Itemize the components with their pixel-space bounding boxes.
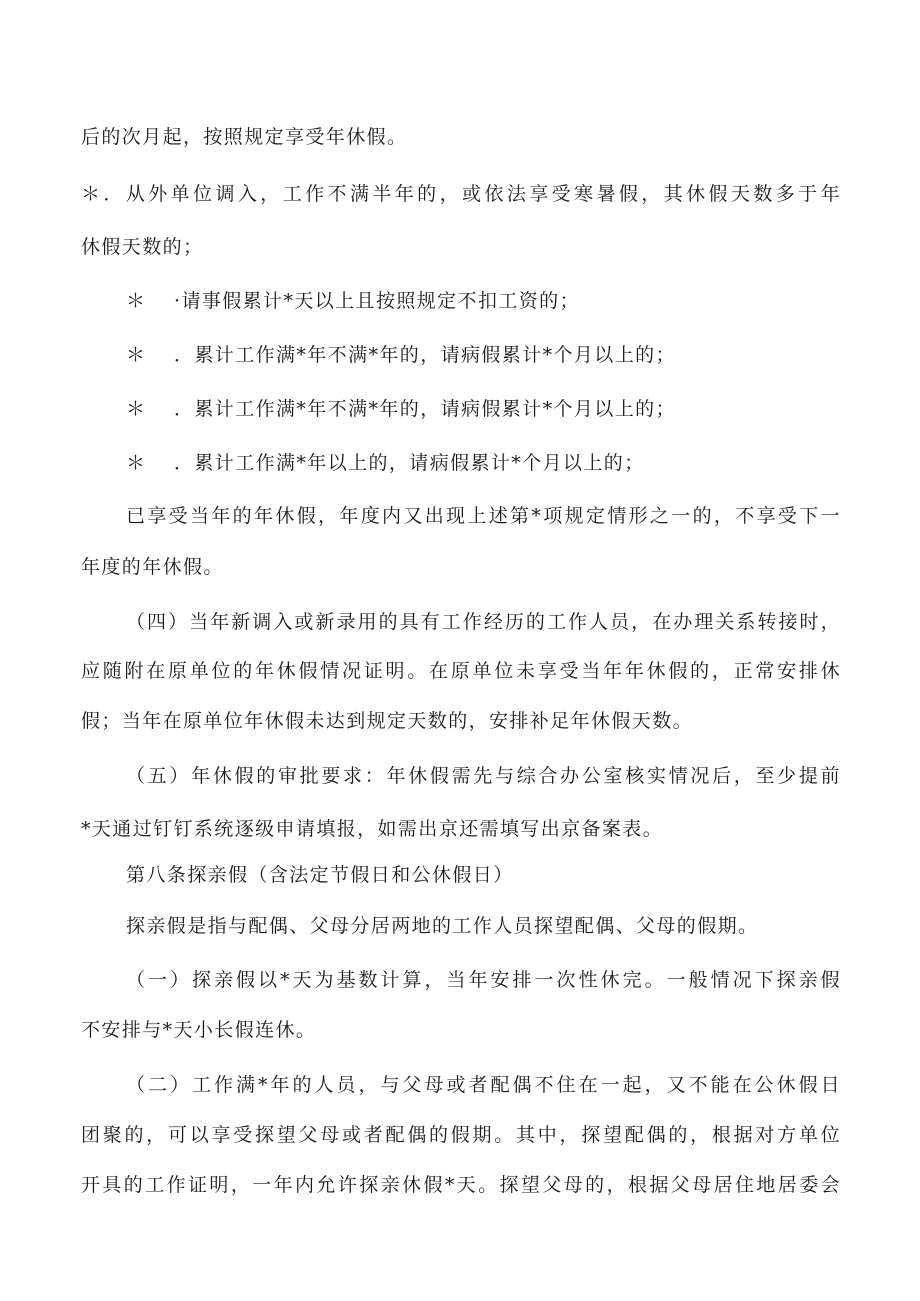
list-item — [126, 287, 580, 315]
list-item — [126, 341, 676, 369]
paragraph-line: 假；当年在原单位年休假未达到规定天数的，安排补足年休假天数。 — [81, 710, 694, 732]
paragraph-line: 休假天数的； — [81, 236, 204, 258]
paragraph-line: 后的次月起，按照规定享受年休假。 — [81, 126, 408, 148]
list-marker: ＊ — [126, 398, 147, 420]
paragraph-line: 已享受当年的年休假，年度内又出现上述第*项规定情形之一的，不享受下一 — [126, 505, 841, 527]
list-marker: ＊ — [126, 290, 147, 312]
paragraph-line: *天通过钉钉系统逐级申请填报，如需出京还需填写出京备案表。 — [81, 818, 664, 840]
list-marker: ＊ — [126, 344, 147, 366]
paragraph-line: 开具的工作证明，一年内允许探亲休假*天。探望父母的，根据父母居住地居委会 — [81, 1174, 841, 1196]
list-item-text: ．累计工作满*年不满*年的，请病假累计*个月以上的； — [174, 344, 676, 366]
paragraph-line: 不安排与*天小长假连休。 — [81, 1019, 317, 1041]
list-item-text: ．累计工作满*年以上的，请病假累计*个月以上的； — [174, 452, 645, 474]
paragraph-line: 年度的年休假。 — [81, 556, 224, 578]
list-marker: ＊ — [126, 452, 147, 474]
list-item — [126, 449, 645, 477]
paragraph-line: （一）探亲假以*天为基数计算，当年安排一次性休完。一般情况下探亲假 — [126, 969, 841, 991]
list-item-text: ．累计工作满*年不满*年的，请病假累计*个月以上的； — [174, 398, 676, 420]
section-heading: 第八条探亲假（含法定节假日和公休假日） — [126, 864, 514, 886]
paragraph-line: （二）工作满*年的人员，与父母或者配偶不住在一起，又不能在公休假日 — [126, 1074, 841, 1096]
paragraph-line: 探亲假是指与配偶、父母分居两地的工作人员探望配偶、父母的假期。 — [126, 915, 759, 937]
list-item — [126, 395, 676, 423]
paragraph-line: （五）年休假的审批要求：年休假需先与综合办公室核实情况后，至少提前 — [126, 765, 841, 787]
paragraph-line: 应随附在原单位的年休假情况证明。在原单位未享受当年年休假的，正常安排休 — [81, 660, 841, 682]
list-item-text: ·请事假累计*天以上且按照规定不扣工资的； — [174, 290, 580, 312]
paragraph-line: ＊．从外单位调入，工作不满半年的，或依法享受寒暑假，其休假天数多于年 — [81, 183, 841, 205]
paragraph-line: 团聚的，可以享受探望父母或者配偶的假期。其中，探望配偶的，根据对方单位 — [81, 1124, 841, 1146]
paragraph-line: （四）当年新调入或新录用的具有工作经历的工作人员，在办理关系转接时， — [126, 611, 841, 633]
